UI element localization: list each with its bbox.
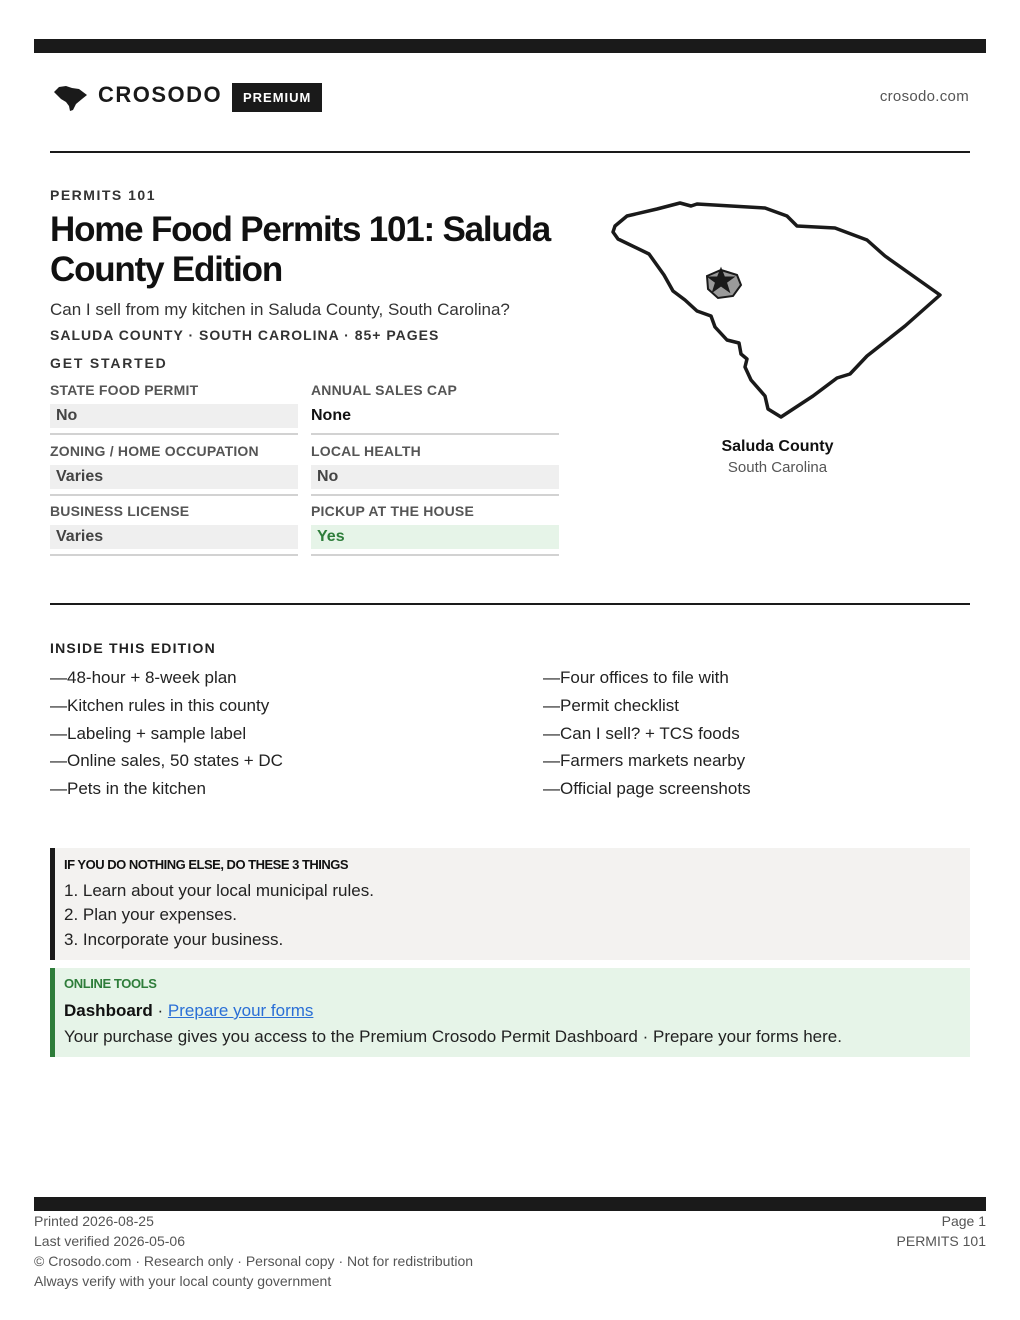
field-value: No	[311, 465, 559, 489]
map-county-label: Saluda County	[721, 438, 834, 455]
field-label: ANNUAL SALES CAP	[311, 382, 458, 398]
callout-item: 3. Incorporate your business.	[64, 930, 284, 949]
list-item: —Permit checklist	[543, 696, 680, 715]
list-item: —Can I sell? + TCS foods	[543, 724, 740, 743]
list-item: —Farmers markets nearby	[543, 751, 746, 770]
tools-heading: ONLINE TOOLS	[64, 976, 157, 991]
inside-heading: INSIDE THIS EDITION	[50, 640, 216, 656]
top-bar	[34, 39, 986, 53]
field-state-food-permit	[50, 382, 298, 435]
field-label: ZONING / HOME OCCUPATION	[50, 443, 259, 459]
field-business-license	[50, 503, 298, 556]
list-item: —Labeling + sample label	[50, 724, 247, 743]
list-item: —48-hour + 8-week plan	[50, 668, 237, 687]
field-underline	[311, 554, 559, 556]
site-url[interactable]: crosodo.com	[879, 88, 969, 105]
printed-date: Printed 2026-08-25	[34, 1213, 154, 1229]
list-item: —Official page screenshots	[543, 779, 751, 798]
crosodo-state-logo-icon	[52, 84, 88, 112]
callout-item: 2. Plan your expenses.	[64, 905, 237, 924]
header-divider	[50, 151, 970, 153]
field-underline	[311, 494, 559, 496]
field-underline	[311, 433, 559, 435]
field-zoning	[50, 443, 298, 496]
list-item: —Kitchen rules in this county	[50, 696, 270, 715]
tools-accent-bar	[50, 968, 55, 1057]
section-eyebrow: PERMITS 101	[50, 187, 156, 203]
field-pickup-at-house	[311, 503, 559, 556]
field-value: Varies	[50, 525, 298, 549]
field-value: None	[311, 407, 351, 424]
list-item: —Four offices to file with	[543, 668, 729, 687]
dashboard-label[interactable]: Dashboard	[64, 1001, 153, 1020]
field-underline	[50, 494, 298, 496]
prepare-forms-link[interactable]: Prepare your forms	[167, 1001, 314, 1020]
brand-name[interactable]: CROSODO	[98, 82, 223, 107]
page-title: Home Food Permits 101: Saluda County Edition	[50, 210, 551, 289]
field-value: Varies	[50, 465, 298, 489]
field-annual-sales-cap	[311, 382, 559, 435]
list-item: —Online sales, 50 states + DC	[50, 751, 283, 770]
field-value: Yes	[311, 525, 559, 549]
field-label: STATE FOOD PERMIT	[50, 382, 199, 398]
page-number: Page 1	[941, 1213, 986, 1229]
field-local-health	[311, 443, 559, 496]
bottom-bar	[34, 1197, 986, 1211]
field-underline	[50, 433, 298, 435]
get-started-heading: GET STARTED	[50, 355, 168, 371]
tools-links-line	[64, 1001, 313, 1021]
field-label: PICKUP AT THE HOUSE	[311, 503, 475, 519]
state-map	[605, 196, 950, 424]
edition-meta: SALUDA COUNTY · SOUTH CAROLINA · 85+ PAGES	[50, 327, 440, 343]
map-state-label: South Carolina	[727, 459, 828, 476]
three-things-callout	[50, 848, 970, 960]
copyright-line: © Crosodo.com · Research only · Personal copy · Not for redistribution	[34, 1253, 474, 1269]
section-divider	[50, 603, 970, 605]
verified-date: Last verified 2026-05-06	[34, 1233, 185, 1249]
page-subtitle: Can I sell from my kitchen in Saluda County, South Carolina?	[50, 300, 510, 319]
state-outline	[613, 203, 940, 417]
list-item: —Pets in the kitchen	[50, 779, 206, 798]
online-tools-box	[50, 968, 970, 1057]
callout-item: 1. Learn about your local municipal rules.	[64, 881, 374, 900]
field-value: No	[50, 404, 298, 428]
footer-section: PERMITS 101	[896, 1233, 986, 1249]
field-label: LOCAL HEALTH	[311, 443, 421, 459]
callout-heading: IF YOU DO NOTHING ELSE, DO THESE 3 THINGS	[64, 857, 349, 872]
field-label: BUSINESS LICENSE	[50, 503, 190, 519]
disclaimer-line: Always verify with your local county government	[34, 1273, 332, 1289]
tools-separator: ·	[152, 1001, 168, 1020]
premium-badge: PREMIUM	[232, 83, 322, 112]
callout-accent-bar	[50, 848, 55, 960]
tools-description: Your purchase gives you access to the Premium Crosodo Permit Dashboard · Prepare your forms here.	[64, 1027, 842, 1046]
field-underline	[50, 554, 298, 556]
